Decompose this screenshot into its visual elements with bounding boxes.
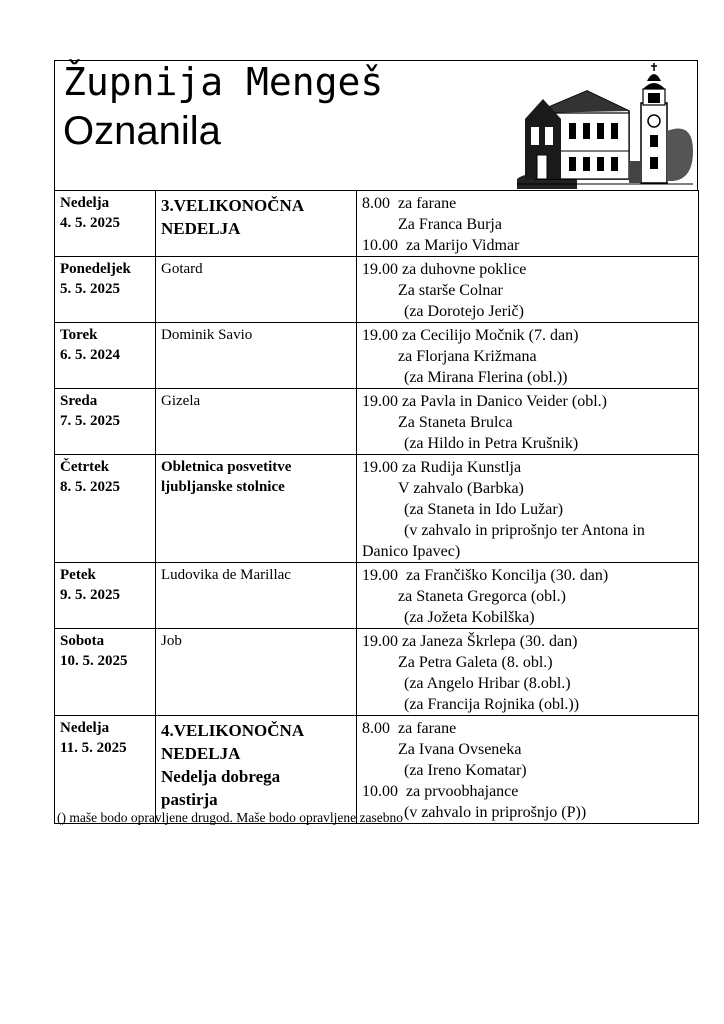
day-name: Petek [60, 567, 96, 583]
schedule-row [55, 191, 699, 257]
bulletin-sheet [54, 60, 698, 824]
parish-title: Župnija Mengeš [63, 60, 384, 104]
day-cell [55, 563, 156, 629]
day-date: 6. 5. 2024 [60, 347, 120, 363]
celebration-line: Job [161, 633, 182, 649]
celebration-line: Ludovika de Marillac [161, 567, 291, 583]
mass-intention: 8.00 za farane [362, 195, 457, 212]
day-cell [55, 191, 156, 257]
day-name: Torek [60, 327, 98, 343]
mass-intention: Za Franca Burja [398, 216, 502, 233]
mass-intentions-cell [357, 191, 699, 257]
day-name: Sreda [60, 393, 98, 409]
day-name: Ponedeljek [60, 261, 131, 277]
day-date: 8. 5. 2025 [60, 479, 120, 495]
mass-intention: Za Petra Galeta (8. obl.) [398, 654, 553, 671]
celebration-cell [156, 716, 357, 824]
celebration-line: ljubljanske stolnice [161, 479, 285, 495]
mass-intentions-cell [357, 257, 699, 323]
celebration-cell [156, 323, 357, 389]
mass-intentions-cell [357, 455, 699, 563]
schedule-row [55, 563, 699, 629]
bulletin-title: Oznanila [63, 109, 221, 153]
mass-intention: V zahvalo (Barbka) [398, 480, 524, 497]
mass-intention: 8.00 za farane [362, 720, 457, 737]
day-cell [55, 629, 156, 716]
day-cell [55, 389, 156, 455]
celebration-line: Obletnica posvetitve [161, 459, 292, 475]
mass-intention: Za Staneta Brulca [398, 414, 513, 431]
day-name: Nedelja [60, 720, 110, 736]
day-date: 10. 5. 2025 [60, 653, 128, 669]
schedule-row [55, 716, 699, 824]
day-cell [55, 455, 156, 563]
day-date: 4. 5. 2025 [60, 215, 120, 231]
mass-intention: za Staneta Gregorca (obl.) [398, 588, 566, 605]
celebration-cell [156, 257, 357, 323]
mass-intention: 19.00 za Pavla in Danico Veider (obl.) [362, 393, 607, 410]
celebration-cell [156, 389, 357, 455]
mass-intention: (za Ireno Komatar) [404, 762, 527, 779]
day-name: Četrtek [60, 459, 110, 475]
celebration-line: 4.VELIKONOČNA [161, 721, 305, 740]
day-cell [55, 716, 156, 824]
schedule-row [55, 323, 699, 389]
celebration-cell [156, 563, 357, 629]
celebration-cell [156, 455, 357, 563]
celebration-line: Dominik Savio [161, 327, 253, 343]
day-name: Sobota [60, 633, 105, 649]
mass-intention: 19.00 za Rudija Kunstlja [362, 459, 522, 476]
mass-intentions-cell [357, 389, 699, 455]
bulletin-header [54, 60, 698, 190]
mass-intention: (za Mirana Flerina (obl.)) [404, 369, 568, 386]
day-date: 9. 5. 2025 [60, 587, 120, 603]
mass-intention: Za Ivana Ovseneka [398, 741, 522, 758]
mass-intention: 10.00 za Marijo Vidmar [362, 237, 520, 254]
footnote: () maše bodo opravljene drugod. Maše bodo opravljene zasebno [57, 810, 404, 825]
schedule-row [55, 629, 699, 716]
celebration-line: NEDELJA [161, 219, 241, 238]
celebration-cell [156, 191, 357, 257]
mass-intention: 10.00 za prvoobhajance [362, 783, 519, 800]
celebration-line: Gizela [161, 393, 201, 409]
mass-intention: (za Angelo Hribar (8.obl.) [404, 675, 571, 692]
mass-intention: (v zahvalo in priprošnjo ter Antona in [404, 522, 645, 539]
celebration-line: Nedelja dobrega [161, 767, 281, 786]
mass-intention: 19.00 za Janeza Škrlepa (30. dan) [362, 633, 578, 650]
mass-intentions-cell [357, 629, 699, 716]
mass-intention: Za starše Colnar [398, 282, 503, 299]
day-date: 11. 5. 2025 [60, 740, 127, 756]
mass-intention: (za Dorotejo Jerič) [404, 303, 524, 320]
celebration-line: Gotard [161, 261, 203, 277]
mass-intention: (za Staneta in Ido Lužar) [404, 501, 564, 518]
mass-intention: 19.00 za Cecilijo Močnik (7. dan) [362, 327, 579, 344]
mass-intention: (za Francija Rojnika (obl.)) [404, 696, 580, 713]
schedule-row [55, 257, 699, 323]
day-date: 5. 5. 2025 [60, 281, 120, 297]
mass-intentions-cell [357, 716, 699, 824]
mass-intention: (za Jožeta Kobilška) [404, 609, 535, 626]
schedule-table [54, 190, 699, 824]
mass-intention: Danico Ipavec) [362, 543, 461, 560]
day-name: Nedelja [60, 195, 110, 211]
mass-intentions-cell [357, 323, 699, 389]
schedule-row [55, 389, 699, 455]
celebration-line: pastirja [161, 790, 218, 809]
mass-intention: za Florjana Križmana [398, 348, 537, 365]
day-date: 7. 5. 2025 [60, 413, 120, 429]
mass-intention: 19.00 za duhovne poklice [362, 261, 527, 278]
mass-intention: 19.00 za Frančiško Koncilja (30. dan) [362, 567, 609, 584]
day-cell [55, 323, 156, 389]
day-cell [55, 257, 156, 323]
celebration-line: 3.VELIKONOČNA [161, 196, 305, 215]
celebration-cell [156, 629, 357, 716]
mass-intention: (v zahvalo in priprošnjo (P)) [404, 804, 587, 821]
schedule-row [55, 455, 699, 563]
church-illustration-icon [517, 61, 693, 189]
mass-intentions-cell [357, 563, 699, 629]
mass-intention: (za Hildo in Petra Krušnik) [404, 435, 579, 452]
celebration-line: NEDELJA [161, 744, 241, 763]
